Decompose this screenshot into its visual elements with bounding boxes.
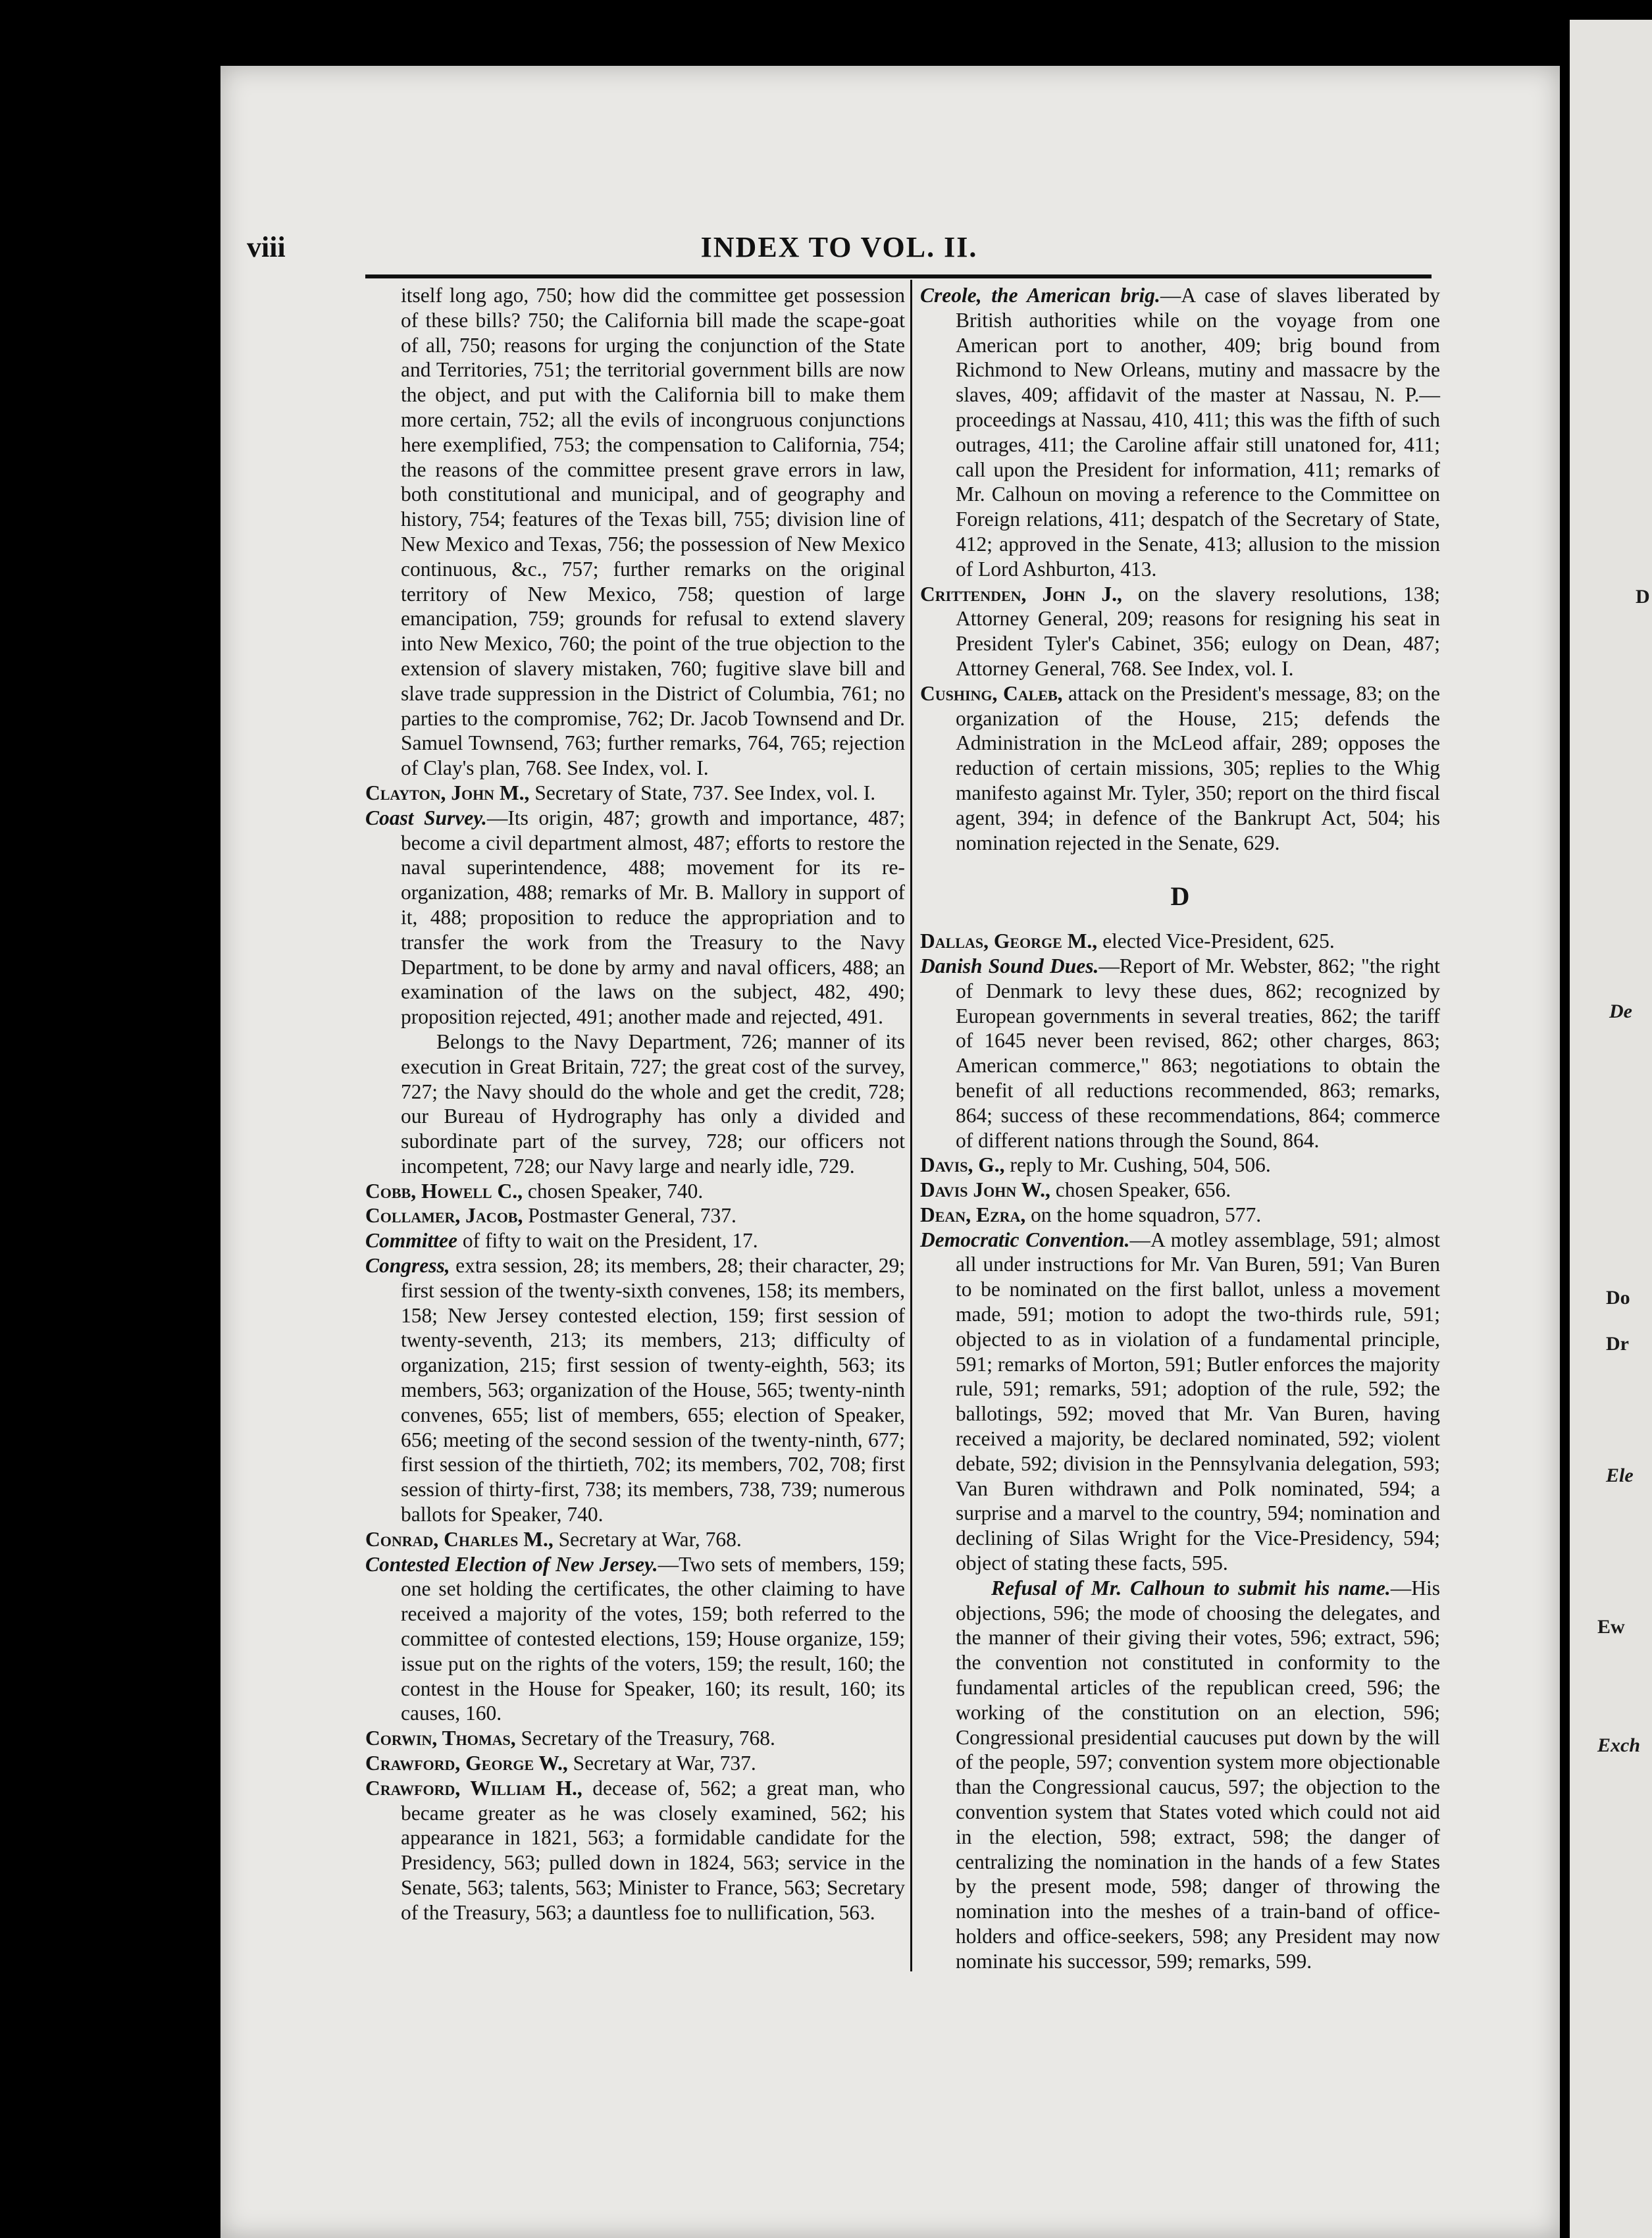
index-entry-heading: Clayton, John M., [365,781,530,804]
index-entry-heading: Contested Election of New Jersey. [365,1552,658,1576]
index-entry [365,806,905,1029]
index-entry-text: chosen Speaker, 656. [1050,1178,1231,1202]
index-entry [920,283,1440,582]
column-divider [910,280,912,1971]
index-entry [920,681,1440,856]
index-entry [365,1029,905,1179]
index-entry-heading: Coast Survey. [365,806,487,829]
index-entry [920,1178,1440,1203]
index-entry [365,1228,905,1253]
index-entry [920,929,1440,954]
index-entry-text: —Its origin, 487; growth and importance, 487; become a civil department almost, 487; efforts to restore the naval superintendence, 488; movement for its re-organization, 488; remarks of Mr. B. Mallory in support of it, 488; proposition to reduce the appropriation and to transfer the work from the Treasury to the Navy Department, to be done by army and naval officers, 488; an examination of the laws on the subject, 482, 490; proposition rejected, 491; another made and rejected, 491. [401,806,906,1029]
index-entry-heading: Corwin, Thomas, [365,1727,516,1750]
index-entry-text: —His objections, 596; the mode of choosing the delegates, and the manner of their giving their votes, 596; extract, 596; the convention not constituted in conformity to the fundamental articles of the republican creed, 596; the working of the constitution on an election, 596; Congressional presidential caucuses put down by the will of the people, 597; convention system more objectionable than the Congressional caucus, 597; the objection to the convention system that States voted which could not aid in the election, 598; extract, 598; the danger of centralizing the nomination in the hands of a few States by the present mode, 598; danger of throwing the nomination into the meshes of a train-band of office-holders and office-seekers, 598; any President may now nominate his successor, 599; remarks, 599. [956,1576,1440,1973]
index-entry [920,1203,1440,1228]
index-entry-text: Postmaster General, 737. [523,1204,736,1228]
index-entry-text: Secretary at War, 768. [553,1527,742,1551]
index-entry-heading: Davis John W., [920,1178,1050,1202]
facing-page-fragment: De [1609,1001,1632,1022]
facing-page-fragment: Dr [1606,1333,1629,1355]
index-entry [365,1253,905,1527]
index-entry-text: Secretary at War, 737. [567,1752,756,1775]
index-entry-heading: Crittenden, John J., [920,582,1122,606]
index-entry [365,1527,905,1552]
index-entry-heading: Conrad, Charles M., [365,1527,554,1551]
left-column [365,283,905,1925]
index-entry-heading: Davis, G., [920,1153,1005,1177]
index-entry-text: —A case of slaves liberated by British authorities while on the voyage from one American port to another, 409; brig bound from Richmond to New Orleans, mutiny and massacre by the slaves, 409; affidavit of the master at Nassau, N. P.—proceedings at Nassau, 410, 411; this was the fifth of such outrages, 411; the Caroline affair still unatoned for, 411; call upon the President for information, 411; remarks of Mr. Calhoun on moving a reference to the Committee on Foreign relations, 411; despatch of the Secretary of State, 412; approved in the Senate, 413; allusion to the mission of Lord Ashburton, 413. [956,284,1440,581]
index-entry-text: extra session, 28; its members, 28; their character, 29; first session of the twenty-sixth convenes, 158; its members, 158; New Jersey contested election, 159; first session of twenty-seventh, 213; its members, 213; difficulty of organization, 215; first session of twenty-eighth, 563; its members, 563; organization of the House, 565; twenty-ninth convenes, 655; list of members, 655; election of Speaker, 656; meeting of the second session of the twenty-ninth, 677; first session of the thirtieth, 702; its members, 702, 708; first session of thirty-first, 738; its members, 738, 739; numerous ballots for Speaker, 740. [401,1254,905,1526]
index-entry-heading: Danish Sound Dues. [920,954,1099,977]
index-entry-text: on the home squadron, 577. [1025,1203,1262,1226]
index-entry-heading: Committee [365,1229,457,1253]
index-entry-heading: Cushing, Caleb, [920,681,1063,705]
page-header [247,230,1432,270]
index-entry-text: attack on the President's message, 83; on the organization of the House, 215; defends the Administration in the McLeod affair, 289; opposes the reduction of certain missions, 305; replies to the Whig manifesto against Mr. Tyler, 350; report on the third fiscal agent, 394; in defence of the Bankrupt Act, 504; his nomination rejected in the Senate, 629. [956,681,1441,854]
index-entry-text: of fifty to wait on the President, 17. [457,1229,758,1253]
page-number: viii [247,231,286,263]
index-entry [365,781,905,806]
index-entry-text: itself long ago, 750; how did the committee get possession of these bills? 750; the California bill made the scape-goat of all, 750; reasons for urging the conjunction of the State and Territories, 751; the territorial government bills are now the object, and put with the California bill to make them more certain, 752; all the evils of incongruous conjunctions here exemplified, 753; the compensation to California, 754; the reasons of the committee present grave errors in law, both constitutional and municipal, and of geography and history, 754; features of the Texas bill, 755; division line of New Mexico and Texas, 756; the possession of New Mexico continuous, &c., 757; further remarks on the original territory of New Mexico, 758; question of large emancipation, 759; grounds for refusal to extend slavery into New Mexico, 760; the point of the true objection to the extension of slavery mistaken, 760; fugitive slave bill and slave trade suppression in the District of Columbia, 761; no parties to the compromise, 762; Dr. Jacob Townsend and Dr. Samuel Townsend, 763; further remarks, 764, 765; rejection of Clay's plan, 768. See Index, vol. I. [401,284,905,780]
index-entry [365,1776,905,1925]
section-letter-heading: D [1170,881,1190,912]
index-entry-text: Belongs to the Navy Department, 726; manner of its execution in Great Britain, 727; the great cost of the survey, 727; the Navy should do the whole and get the credit, 728; our Bureau of Hydrography has only a divided and subordinate part of the survey, 728; our officers not incompetent, 728; our Navy large and nearly idle, 729. [401,1029,905,1178]
index-entry-heading: Dean, Ezra, [920,1203,1026,1226]
index-entry [920,1228,1440,1576]
index-entry-text: —Report of Mr. Webster, 862; "the right of Denmark to levy these dues, 862; recognized by European governments in several treaties, 862; the tariff of 1645 never been revised, 862; other charges, 863; American commerce," 863; negotiations to obtain the benefit of all reductions recommended, 863; remarks, 864; success of these recommendations, 864; commerce of different nations through the Sound, 864. [956,954,1440,1152]
page-title: INDEX TO VOL. II. [700,231,978,263]
header-rule [365,274,1432,278]
index-entry [365,1751,905,1776]
index-entry [920,582,1440,681]
index-entry [365,1552,905,1727]
index-entry [365,283,905,781]
index-entry-text: —A motley assemblage, 591; almost all under instructions for Mr. Van Buren, 591; Van Buren to be nominated on the first ballot, unless a movement made, 591; motion to adopt the two-thirds rule, 591; objected to as in violation of a fundamental principle, 591; remarks of Morton, 591; Butler enforces the majority rule, 591; remarks, 591; adoption of the rule, 592; the ballotings, 592; moved that Mr. Van Buren, having received a majority, be declared nominated, 592; violent debate, 592; division in the Pennsylvania delegation, 593; Van Buren withdrawn and Polk nominated, 594; a surprise and a marvel to the country, 594; nomination and declining of Silas Wright for the Vice-Presidency, 594; object of stating these facts, 595. [956,1228,1440,1575]
index-entry-text: on the slavery resolutions, 138; Attorney General, 209; reasons for resigning his seat in President Tyler's Cabinet, 356; eulogy on Dean, 487; Attorney General, 768. See Index, vol. I. [956,582,1440,680]
index-entry-heading: Creole, the American brig. [920,284,1160,307]
index-entry-heading: Cobb, Howell C., [365,1179,523,1203]
index-entry [365,1726,905,1751]
index-entry-heading: Congress, [365,1254,450,1278]
facing-page-fragment: D [1636,586,1650,608]
index-entry [920,954,1440,1153]
index-entry-heading: Refusal of Mr. Calhoun to submit his name. [991,1576,1391,1600]
facing-page-fragment: Do [1606,1287,1630,1309]
index-entry-text: —Two sets of members, 159; one set holding the certificates, the other claiming to have received a majority of the votes, 159; both referred to the committee of contested elections, 159; House organize, 159; issue put on the rights of the voters, 159; the result, 160; the contest in the House for Speaker, 160; its result, 160; its causes, 160. [401,1552,905,1725]
facing-page-fragment: Ew [1597,1616,1625,1638]
index-entry [920,1153,1440,1178]
index-entry-text: elected Vice-President, 625. [1097,929,1335,953]
index-entry-heading: Democratic Convention. [920,1228,1130,1251]
facing-page-fragment: Ele [1606,1465,1634,1486]
index-entry-text: decease of, 562; a great man, who became greater as he was closely examined, 562; his appearance in 1821, 563; a formidable candidate for the Presidency, 563; pulled down in 1824, 563; service in the Senate, 563; talents, 563; Minister to France, 563; Secretary of the Treasury, 563; a dauntless foe to nullification, 563. [401,1776,906,1924]
index-entry [365,1203,905,1228]
right-column [920,283,1440,1974]
index-entry [920,1576,1440,1974]
facing-page-fragment: Exch [1597,1734,1641,1756]
index-entry-heading: Crawford, George W., [365,1752,568,1775]
index-entry-text: Secretary of the Treasury, 768. [515,1727,775,1750]
index-entry-heading: Crawford, William H., [365,1776,582,1800]
index-entry [365,1179,905,1204]
index-entry-text: reply to Mr. Cushing, 504, 506. [1004,1153,1271,1177]
index-entry-heading: Collamer, Jacob, [365,1204,523,1228]
index-entry-text: chosen Speaker, 740. [522,1179,704,1203]
facing-page-edge [1570,20,1652,2238]
index-entry-heading: Dallas, George M., [920,929,1098,953]
index-entry-text: Secretary of State, 737. See Index, vol. I. [529,781,876,804]
